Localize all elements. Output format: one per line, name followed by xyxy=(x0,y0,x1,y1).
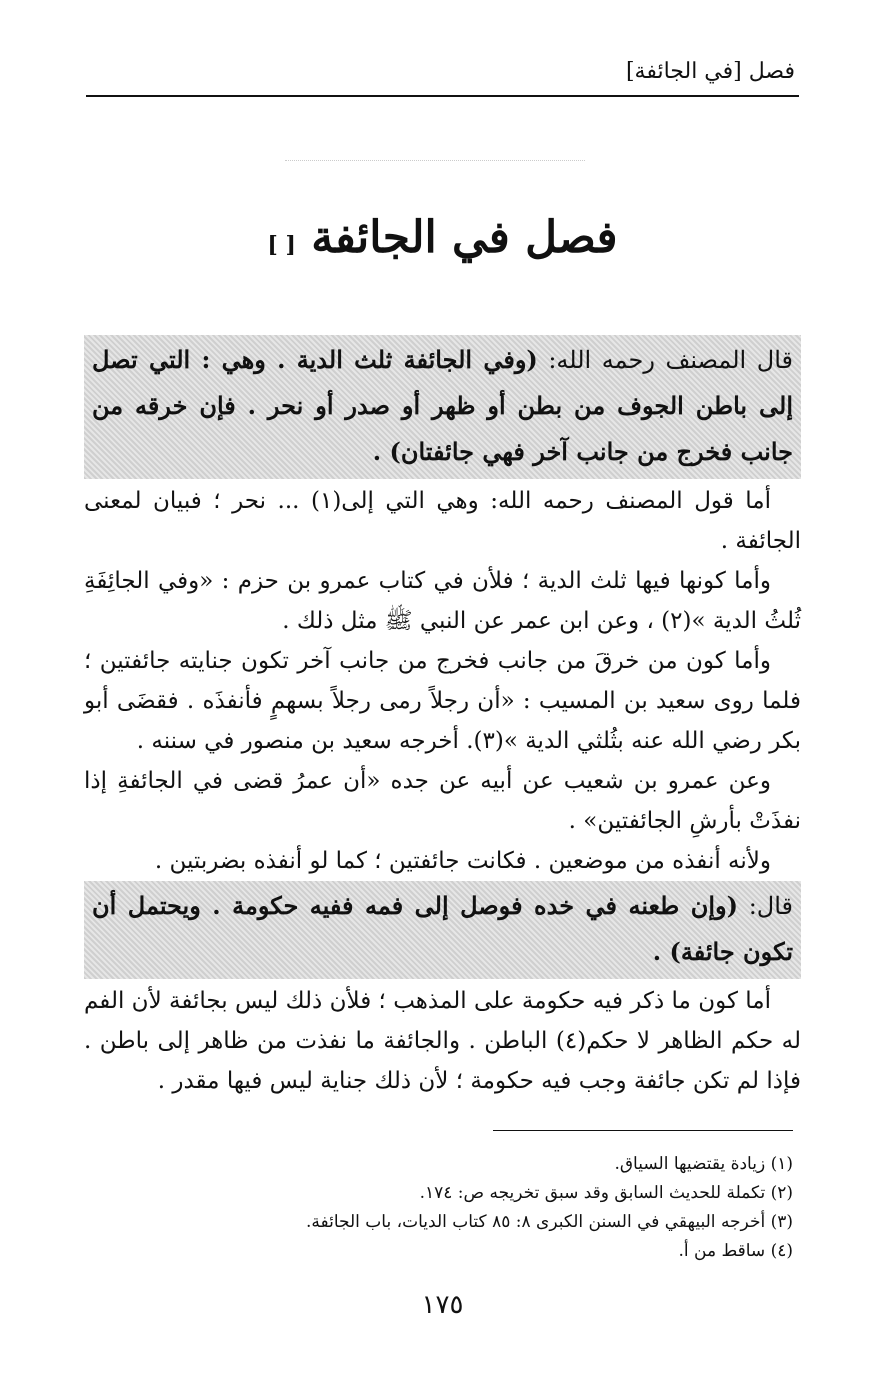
chapter-title xyxy=(0,208,885,275)
running-head: فصل [في الجائفة] xyxy=(625,59,795,84)
footnote-rule xyxy=(493,1130,793,1131)
paragraph-2: وأما كونها فيها ثلث الدية ؛ فلأن في كتاب عمرو بن حزم : «وفي الجائِفَةِ ثُلثُ الدية »(٢) ، وعن ابن عمر عن النبي ﷺ مثل ذلك . xyxy=(84,568,801,634)
quote-1-text: (وفي الجائفة ثلث الدية . وهي : التي تصل إلى باطن الجوف من بطن أو ظهر أو صدر أو نحر . فإن خرقه من جانب فخرج من جانب آخر فهي جائفتان) . xyxy=(92,345,793,466)
paragraph-4: وعن عمرو بن شعيب عن أبيه عن جده «أن عمرُ قضى في الجائفةِ إذا نفذَتْ بأرشِ الجائفتين» . xyxy=(84,768,801,834)
chapter-title-bracket: [ ] xyxy=(267,232,296,258)
paragraph-1: أما قول المصنف رحمه الله: وهي التي إلى(١) ... نحر ؛ فبيان لمعنى الجائفة . xyxy=(84,488,801,554)
footnotes xyxy=(92,1150,793,1266)
paragraph-6: أما كون ما ذكر فيه حكومة على المذهب ؛ فلأن ذلك ليس بجائفة لأن الفم له حكم الظاهر لا حكم(٤) الباطن . والجائفة ما نفذت من ظاهر إلى باطن . فإذا لم تكن جائفة وجب فيه حكومة ؛ لأن ذلك جناية ليس فيها مقدر . xyxy=(84,988,802,1094)
footnote-1: (١) زيادة يقتضيها السياق. xyxy=(614,1154,793,1174)
quote-2-text: (وإن طعنه في خده فوصل إلى فمه ففيه حكومة . ويحتمل أن تكون جائفة) . xyxy=(92,891,793,966)
quote-2-lead: قال: xyxy=(737,892,794,920)
body-text xyxy=(84,335,801,1101)
footnote-4: (٤) ساقط من أ. xyxy=(678,1241,793,1261)
quote-1-lead: قال المصنف رحمه الله: xyxy=(537,346,793,374)
quote-block-2 xyxy=(84,881,801,979)
footnote-3: (٣) أخرجه البيهقي في السنن الكبرى ٨: ٨٥ كتاب الديات، باب الجائفة. xyxy=(305,1212,793,1232)
paragraph-5: ولأنه أنفذه من موضعين . فكانت جائفتين ؛ كما لو أنفذه بضربتين . xyxy=(154,848,771,874)
scan-artifact-line xyxy=(285,160,585,161)
header-rule xyxy=(86,95,799,97)
footnote-2: (٢) تكملة للحديث السابق وقد سبق تخريجه ص: ١٧٤. xyxy=(419,1183,793,1203)
paragraph-3: وأما كون من خرقَ من جانب فخرج من جانب آخر تكون جنايته جائفتين ؛ فلما روى سعيد بن المسيب : «أن رجلاً رمى رجلاً بسهمٍ فأنفذَه . فقضَى أبو بكر رضي الله عنه بثُلثي الدية »(٣). أخرجه سعيد بن منصور في سننه . xyxy=(84,648,801,754)
page-number: ١٧٥ xyxy=(421,1290,464,1320)
quote-block-1 xyxy=(84,335,801,479)
chapter-title-text: فصل في الجائفة xyxy=(311,212,618,263)
